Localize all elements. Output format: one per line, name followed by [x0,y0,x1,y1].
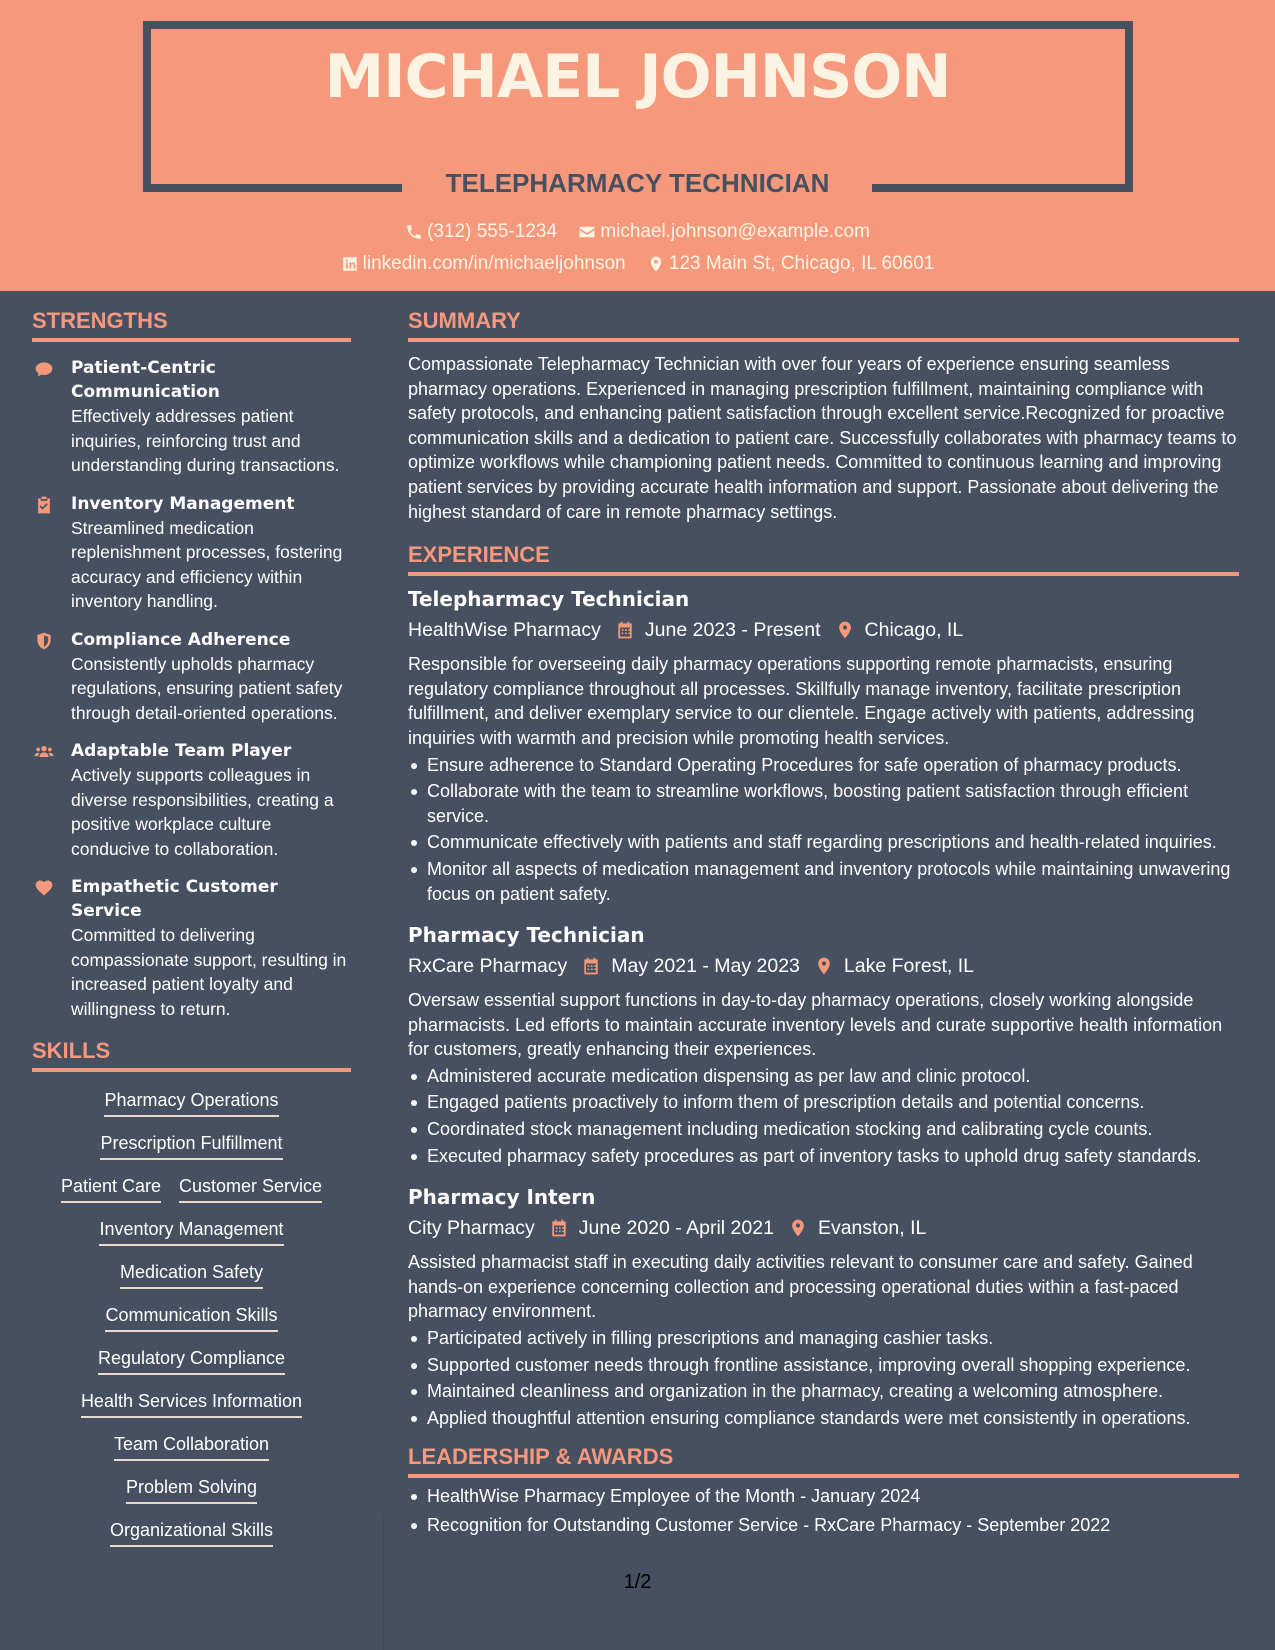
strength-item [32,356,351,478]
strength-desc: Consistently upholds pharmacy regulations, ensuring patient safety through detail-oriented operations. [71,653,343,723]
job-dates: June 2023 - Present [644,619,821,642]
job-meta [408,1212,1239,1244]
job-bullets [408,1326,1239,1430]
skill-tag: Team Collaboration [114,1432,269,1461]
skills-heading: SKILLS [32,1038,351,1072]
job-meta [408,614,1239,646]
strength-desc: Actively supports colleagues in diverse responsibilities, creating a positive workplace culture conducive to collaboration. [71,765,334,859]
calendar-icon [581,956,601,976]
job-bullet: Executed pharmacy safety procedures as part of inventory tasks to uphold drug safety standards. [408,1144,1239,1169]
skill-tag: Prescription Fulfillment [100,1131,282,1160]
strength-desc: Streamlined medication replenishment processes, fostering accuracy and efficiency within inventory handling. [71,517,343,611]
job-description: Assisted pharmacist staff in executing daily activities relevant to consumer care and safety. Gained hands-on experience concerning collection and processing operational duties within a fast-paced pharmacy environment. [408,1252,1193,1322]
strength-item [32,492,351,614]
skill-tag: Patient Care [61,1174,161,1203]
shield-icon [34,631,54,651]
skill-tag: Communication Skills [105,1303,277,1332]
contact-linkedin[interactable] [341,253,626,275]
job-bullet: Ensure adherence to Standard Operating Procedures for safe operation of pharmacy products. [408,753,1239,778]
users-icon [34,742,54,762]
awards-heading: LEADERSHIP & AWARDS [408,1444,1239,1478]
job-entry [408,584,1239,906]
job-bullet: Administered accurate medication dispensing as per law and clinic protocol. [408,1064,1239,1089]
skill-tag: Medication Safety [120,1260,263,1289]
job-location: Evanston, IL [817,1217,927,1240]
map-pin-icon [814,956,834,976]
job-description: Oversaw essential support functions in day-to-day pharmacy operations, closely working alongside pharmacists. Led efforts to maintain accurate inventory levels and curate supportive health information for customers, greatly enhancing their experiences. [408,990,1223,1060]
email-text: michael.johnson@example.com [600,221,870,242]
job-bullets [408,1064,1239,1168]
left-column [32,291,351,1547]
strength-item [32,739,351,861]
calendar-icon [615,620,635,640]
job-entry [408,920,1239,1168]
job-bullet: Monitor all aspects of medication management and inventory protocols while maintaining unwavering focus on patient safety. [408,857,1239,906]
candidate-name: MICHAEL JOHNSON [324,42,951,112]
linkedin-text: linkedin.com/in/michaeljohnson [362,253,626,274]
summary-heading: SUMMARY [408,308,1239,342]
skill-tag: Customer Service [179,1174,322,1203]
address-text: 123 Main St, Chicago, IL 60601 [668,253,935,274]
job-company: HealthWise Pharmacy [408,619,601,642]
skill-tag: Regulatory Compliance [98,1346,285,1375]
right-column [408,291,1239,1542]
strength-desc: Effectively addresses patient inquiries, reinforcing trust and understanding during transactions. [71,406,340,475]
awards-list [408,1484,1239,1537]
job-bullet: Participated actively in filling prescriptions and managing cashier tasks. [408,1326,1239,1351]
speech-bubble-icon [34,359,54,379]
heart-icon [34,878,54,898]
resume-header [0,0,1275,291]
strength-item [32,875,351,1021]
job-bullet: Coordinated stock management including medication stocking and calibrating cycle counts. [408,1117,1239,1142]
job-description: Responsible for overseeing daily pharmacy operations supporting remote pharmacists, ensuring regulatory compliance throughout all processes. Skillfully manage inventory, facilitate prescription fulfillment, and deliver exemplary service to our clientele. Engage actively with patients, addressing inquiries with warmth and precision while promoting health services. [408,654,1195,748]
strength-title: Empathetic Customer Service [71,877,278,921]
strength-item [32,628,351,726]
job-entry [408,1182,1239,1430]
job-bullet: Applied thoughtful attention ensuring compliance standards were met consistently in operations. [408,1406,1239,1431]
strengths-heading: STRENGTHS [32,308,351,342]
job-role: Pharmacy Intern [408,1185,596,1210]
strength-desc: Committed to delivering compassionate support, resulting in increased patient loyalty and willingness to return. [71,925,347,1019]
job-bullet: Collaborate with the team to streamline workflows, boosting patient satisfaction through efficient service. [408,779,1239,828]
job-company: City Pharmacy [408,1217,535,1240]
contact-row-1 [0,221,1275,247]
job-location: Chicago, IL [864,619,964,642]
clipboard-check-icon [34,495,54,515]
skill-tag: Problem Solving [126,1475,257,1504]
strength-title: Inventory Management [71,493,295,514]
strength-title: Patient-Centric Communication [71,358,220,402]
job-bullets [408,753,1239,907]
phone-text: (312) 555-1234 [427,221,558,242]
job-meta [408,950,1239,982]
page-number: 1/2 [623,1571,652,1593]
envelope-icon [578,223,596,241]
skill-tag: Inventory Management [99,1217,283,1246]
strength-title: Adaptable Team Player [71,741,292,761]
strength-title: Compliance Adherence [71,629,291,650]
skills-list [32,1082,351,1547]
job-role: Telepharmacy Technician [408,587,690,612]
job-bullet: Communicate effectively with patients and staff regarding prescriptions and health-related inquiries. [408,830,1239,855]
contact-address [647,253,934,275]
job-dates: May 2021 - May 2023 [611,955,800,978]
skill-tag: Health Services Information [81,1389,302,1418]
job-bullet: Supported customer needs through frontline assistance, improving overall shopping experience. [408,1353,1239,1378]
job-location: Lake Forest, IL [843,955,974,978]
skill-tag: Organizational Skills [110,1518,273,1547]
job-company: RxCare Pharmacy [408,955,568,978]
map-pin-icon [835,620,855,640]
summary-text: Compassionate Telepharmacy Technician with over four years of experience ensuring seamless pharmacy operations. Experienced in managing prescription fulfillment, maintaining compliance with safety protocols, and enhancing patient satisfaction through excellent service.Recognized for proactive communication skills and a dedication to patient care. Successfully collaborates with pharmacy teams to optimize workflows while championing patient needs. Committed to continuous learning and improving patient services by providing accurate health information and support. Passionate about delivering the highest standard of care in remote pharmacy settings. [408,354,1237,522]
contact-email[interactable] [578,221,870,243]
award-item: HealthWise Pharmacy Employee of the Month - January 2024 [408,1484,1239,1509]
job-role: Pharmacy Technician [408,923,645,948]
job-dates: June 2020 - April 2021 [578,1217,774,1240]
job-bullet: Maintained cleanliness and organization in the pharmacy, creating a welcoming atmosphere. [408,1379,1239,1404]
skill-tag: Pharmacy Operations [104,1088,278,1117]
linkedin-icon [341,255,359,273]
calendar-icon [549,1218,569,1238]
contact-row-2 [0,253,1275,279]
award-item: Recognition for Outstanding Customer Service - RxCare Pharmacy - September 2022 [408,1513,1239,1538]
experience-heading: EXPERIENCE [408,542,1239,576]
map-pin-icon [788,1218,808,1238]
job-title: TELEPHARMACY TECHNICIAN [445,168,830,198]
job-bullet: Engaged patients proactively to inform them of prescription details and potential concerns. [408,1090,1239,1115]
phone-icon [405,223,423,241]
map-pin-icon [647,255,665,273]
contact-phone[interactable] [405,221,557,243]
